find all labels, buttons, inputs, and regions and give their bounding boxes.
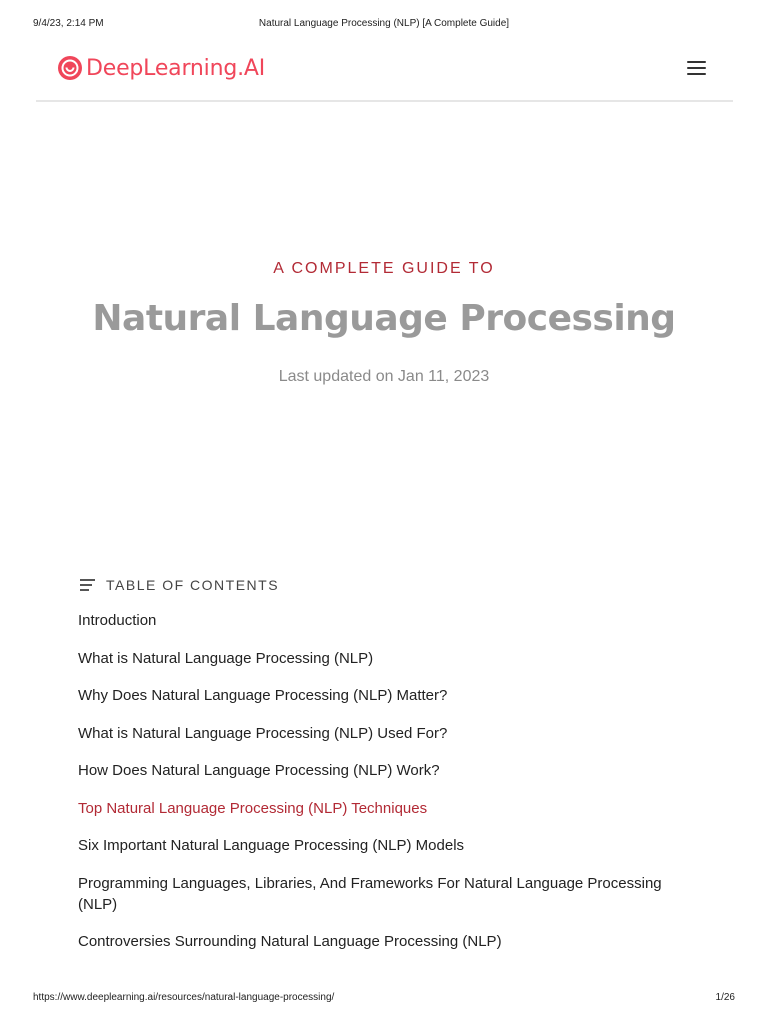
logo-text: DeepLearning.AI [86, 55, 266, 81]
deeplearning-logo-icon [58, 56, 82, 80]
print-title: Natural Language Processing (NLP) [A Complete Guide] [258, 18, 510, 29]
print-url: https://www.deeplearning.ai/resources/natural-language-processing/ [33, 992, 335, 1003]
last-updated: Last updated on Jan 11, 2023 [278, 368, 490, 385]
toc-list [78, 610, 678, 952]
print-footer [33, 992, 735, 1006]
toc-item-why-nlp-matters[interactable]: Why Does Natural Language Processing (NLP) Matter? [78, 687, 448, 704]
table-of-contents [78, 574, 678, 969]
navbar [36, 46, 733, 102]
toc-item-introduction[interactable]: Introduction [78, 612, 157, 629]
hamburger-menu-icon[interactable] [685, 58, 709, 78]
toc-item-how-nlp-works[interactable]: How Does Natural Language Processing (NLP) Work? [78, 762, 440, 779]
print-header [33, 18, 735, 32]
toc-item-controversies[interactable]: Controversies Surrounding Natural Language Processing (NLP) [78, 933, 502, 950]
print-date: 9/4/23, 2:14 PM [33, 18, 104, 29]
toc-item-nlp-used-for[interactable]: What is Natural Language Processing (NLP) Used For? [78, 724, 448, 742]
hero-eyebrow: A COMPLETE GUIDE TO [273, 260, 495, 277]
toc-heading: TABLE OF CONTENTS [106, 577, 280, 593]
toc-item-what-is-nlp[interactable]: What is Natural Language Processing (NLP) [78, 649, 374, 667]
toc-item-nlp-models[interactable]: Six Important Natural Language Processing (NLP) Models [78, 837, 465, 854]
page-title: Natural Language Processing [92, 298, 676, 339]
print-page-number: 1/26 [715, 992, 735, 1003]
toc-header [78, 574, 678, 596]
toc-item-languages-libraries-frameworks[interactable]: Programming Languages, Libraries, And Frameworks For Natural Language Processing (NLP) [78, 874, 662, 913]
logo-link[interactable] [58, 55, 265, 81]
toc-item-nlp-techniques[interactable]: Top Natural Language Processing (NLP) Techniques [78, 799, 428, 817]
list-icon [80, 578, 96, 592]
